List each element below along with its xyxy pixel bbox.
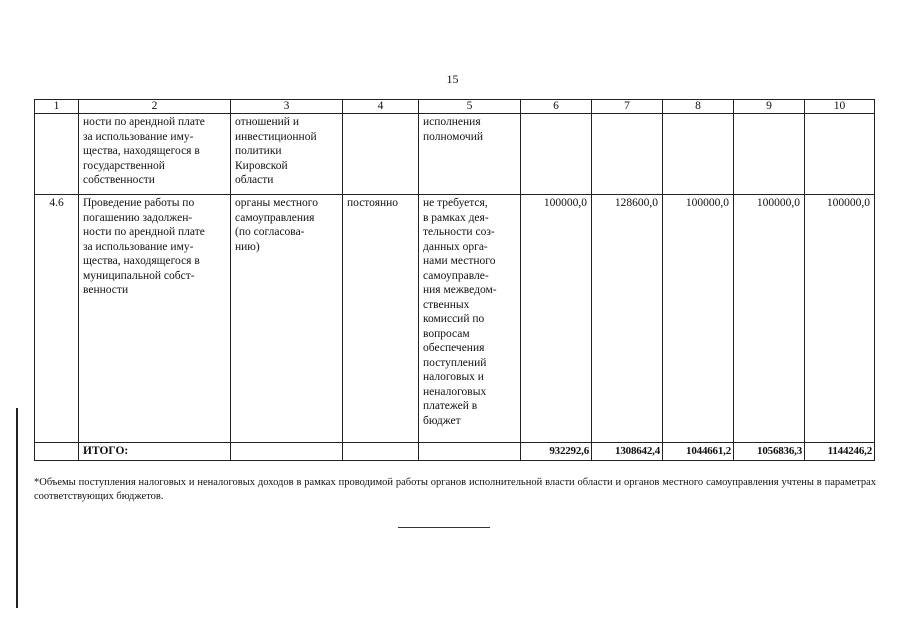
scan-margin-line (16, 408, 18, 608)
value-cell: 100000,0 (805, 195, 875, 443)
value-cell: 128600,0 (592, 195, 663, 443)
column-header: 6 (521, 100, 592, 114)
page-number: 15 (446, 72, 459, 86)
value-cell: 100000,0 (521, 195, 592, 443)
execution-period (343, 114, 419, 195)
total-value: 1056836,3 (734, 443, 805, 461)
column-header: 2 (79, 100, 231, 114)
item-number (35, 114, 79, 195)
column-header: 3 (231, 100, 343, 114)
empty-cell (35, 443, 79, 461)
table-row (35, 195, 875, 443)
execution-period: постоянно (343, 195, 419, 443)
table-row (35, 114, 875, 195)
column-header: 7 (592, 100, 663, 114)
column-header: 8 (663, 100, 734, 114)
value-cell (663, 114, 734, 195)
column-header: 5 (419, 100, 521, 114)
total-label: ИТОГО: (79, 443, 231, 461)
funding-note: исполнения полномочий (419, 114, 521, 195)
value-cell: 100000,0 (734, 195, 805, 443)
funding-note: не требуется, в рамках дея- тельности соз- данных орга- нами местного самоуправле- ния межведом- ственных комиссий по вопросам обеспечения поступлений налоговых и неналоговых платежей в бюджет (419, 195, 521, 443)
responsible-party: отношений и инвестиционной политики Кировской области (231, 114, 343, 195)
value-cell (521, 114, 592, 195)
responsible-party: органы местного самоуправления (по согласова- нию) (231, 195, 343, 443)
empty-cell (231, 443, 343, 461)
budget-table (34, 99, 875, 461)
footnote: *Объемы поступления налоговых и неналоговых доходов в рамках проводимой работы органов исполнительной власти области и органов местного самоуправления учтены в параметрах соответствующих бюджетов. (34, 477, 876, 502)
value-cell: 100000,0 (663, 195, 734, 443)
measure-description: Проведение работы по погашению задолжен- ности по арендной плате за использование иму- щества, находящегося в муниципальной собст- венности (79, 195, 231, 443)
column-header: 10 (805, 100, 875, 114)
item-number: 4.6 (35, 195, 79, 443)
value-cell (734, 114, 805, 195)
total-row (35, 443, 875, 461)
column-header: 4 (343, 100, 419, 114)
value-cell (592, 114, 663, 195)
total-value: 1144246,2 (805, 443, 875, 461)
column-header: 9 (734, 100, 805, 114)
value-cell (805, 114, 875, 195)
closing-rule (398, 527, 490, 528)
empty-cell (343, 443, 419, 461)
total-value: 932292,6 (521, 443, 592, 461)
table-header-row (35, 100, 875, 114)
column-header: 1 (35, 100, 79, 114)
total-value: 1308642,4 (592, 443, 663, 461)
total-value: 1044661,2 (663, 443, 734, 461)
empty-cell (419, 443, 521, 461)
measure-description: ности по арендной плате за использование иму- щества, находящегося в государственной собственности (79, 114, 231, 195)
